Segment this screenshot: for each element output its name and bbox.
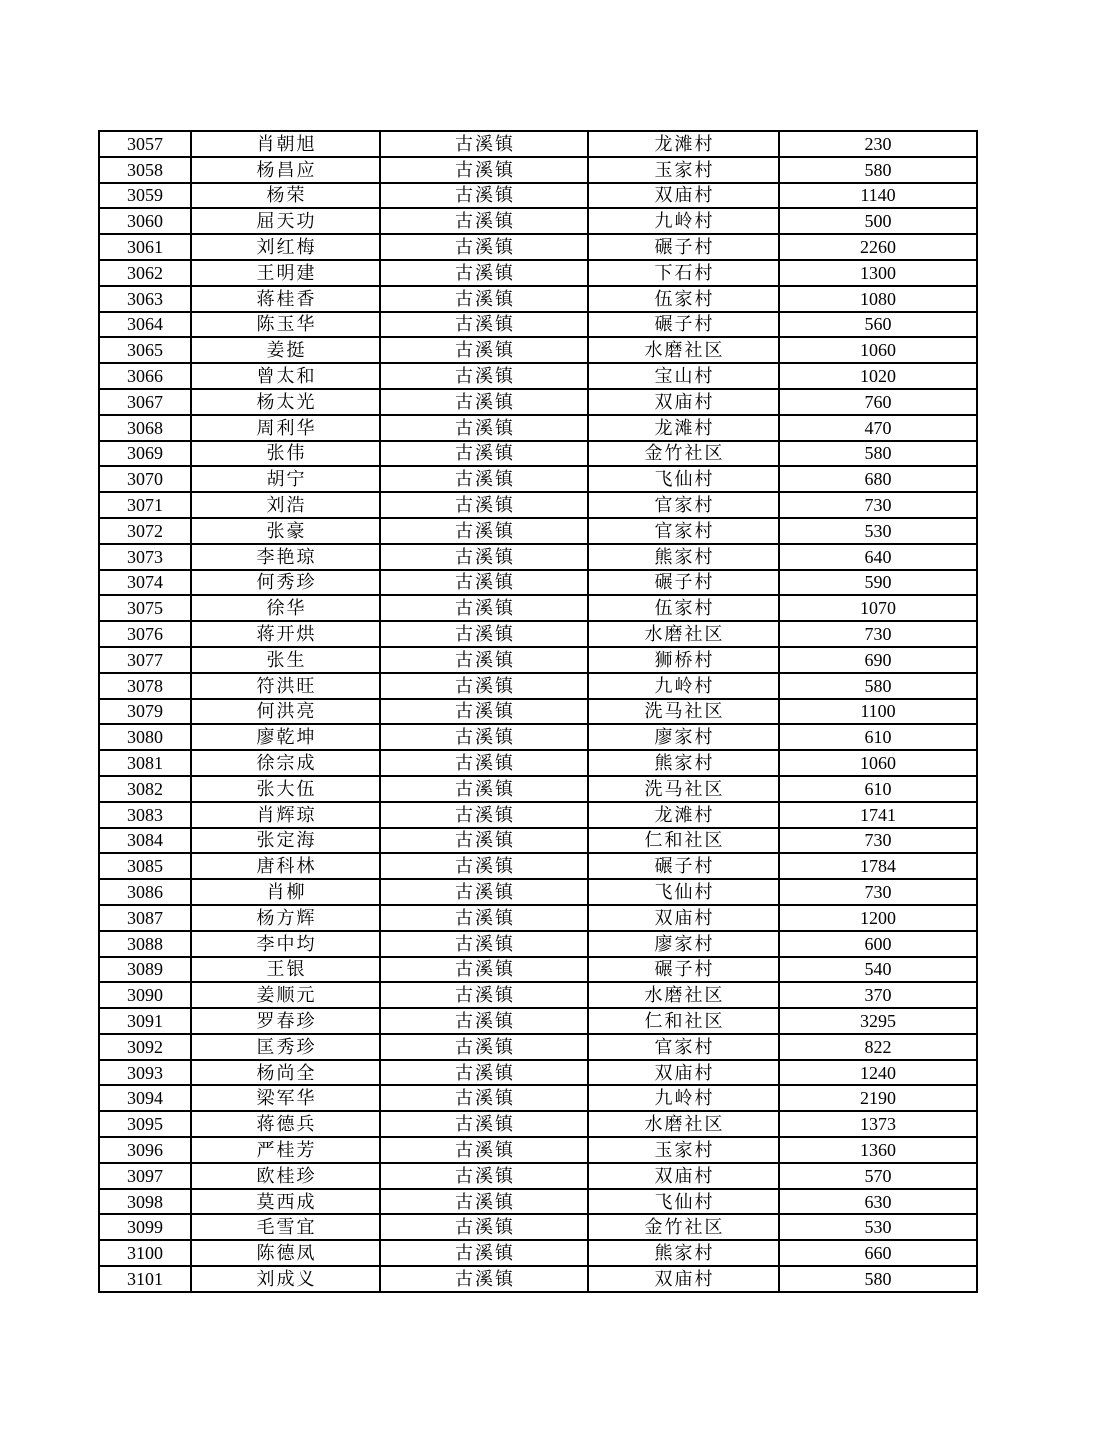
cell-village: 水磨社区 [588, 1111, 779, 1137]
table-row [99, 828, 977, 854]
cell-town: 古溪镇 [380, 724, 588, 750]
roster-table [98, 130, 978, 1293]
cell-village: 双庙村 [588, 905, 779, 931]
cell-village: 仁和社区 [588, 1008, 779, 1034]
table-row [99, 441, 977, 467]
cell-village: 水磨社区 [588, 982, 779, 1008]
cell-amount: 1060 [779, 337, 977, 363]
cell-town: 古溪镇 [380, 157, 588, 183]
table-row [99, 1266, 977, 1292]
cell-person-name: 杨荣 [191, 183, 380, 209]
cell-person-name: 匡秀珍 [191, 1034, 380, 1060]
table-row [99, 570, 977, 596]
cell-village: 官家村 [588, 492, 779, 518]
cell-town: 古溪镇 [380, 699, 588, 725]
cell-town: 古溪镇 [380, 518, 588, 544]
cell-village: 金竹社区 [588, 1214, 779, 1240]
cell-amount: 1140 [779, 183, 977, 209]
table-row [99, 286, 977, 312]
table-row [99, 879, 977, 905]
cell-person-name: 梁军华 [191, 1085, 380, 1111]
cell-town: 古溪镇 [380, 466, 588, 492]
cell-person-name: 李艳琼 [191, 544, 380, 570]
cell-amount: 560 [779, 312, 977, 338]
cell-town: 古溪镇 [380, 647, 588, 673]
cell-amount: 730 [779, 828, 977, 854]
cell-village: 碾子村 [588, 570, 779, 596]
cell-town: 古溪镇 [380, 1034, 588, 1060]
table-row [99, 1111, 977, 1137]
cell-person-name: 刘红梅 [191, 234, 380, 260]
cell-town: 古溪镇 [380, 621, 588, 647]
cell-person-name: 肖辉琼 [191, 802, 380, 828]
cell-village: 九岭村 [588, 208, 779, 234]
cell-person-name: 符洪旺 [191, 673, 380, 699]
cell-person-name: 刘成义 [191, 1266, 380, 1292]
cell-amount: 610 [779, 724, 977, 750]
table-row [99, 1008, 977, 1034]
cell-person-name: 何洪亮 [191, 699, 380, 725]
cell-serial-number: 3097 [99, 1163, 191, 1189]
cell-village: 熊家村 [588, 544, 779, 570]
cell-amount: 660 [779, 1240, 977, 1266]
cell-town: 古溪镇 [380, 1111, 588, 1137]
cell-village: 飞仙村 [588, 879, 779, 905]
cell-amount: 1784 [779, 853, 977, 879]
cell-person-name: 罗春珍 [191, 1008, 380, 1034]
table-row [99, 1060, 977, 1086]
cell-town: 古溪镇 [380, 286, 588, 312]
table-row [99, 595, 977, 621]
cell-town: 古溪镇 [380, 183, 588, 209]
table-row [99, 415, 977, 441]
cell-village: 金竹社区 [588, 441, 779, 467]
table-row [99, 518, 977, 544]
cell-town: 古溪镇 [380, 1085, 588, 1111]
cell-village: 龙滩村 [588, 131, 779, 157]
cell-person-name: 肖柳 [191, 879, 380, 905]
cell-person-name: 姜挺 [191, 337, 380, 363]
cell-person-name: 徐华 [191, 595, 380, 621]
table-row [99, 957, 977, 983]
cell-town: 古溪镇 [380, 1214, 588, 1240]
cell-serial-number: 3076 [99, 621, 191, 647]
cell-town: 古溪镇 [380, 234, 588, 260]
table-row [99, 1163, 977, 1189]
table-row [99, 931, 977, 957]
cell-serial-number: 3062 [99, 260, 191, 286]
cell-village: 宝山村 [588, 363, 779, 389]
cell-person-name: 严桂芳 [191, 1137, 380, 1163]
cell-amount: 822 [779, 1034, 977, 1060]
cell-person-name: 胡宁 [191, 466, 380, 492]
cell-person-name: 廖乾坤 [191, 724, 380, 750]
cell-village: 九岭村 [588, 1085, 779, 1111]
table-row [99, 363, 977, 389]
cell-town: 古溪镇 [380, 1240, 588, 1266]
cell-village: 仁和社区 [588, 828, 779, 854]
table-row [99, 1137, 977, 1163]
cell-serial-number: 3068 [99, 415, 191, 441]
table-row [99, 466, 977, 492]
cell-person-name: 蒋德兵 [191, 1111, 380, 1137]
cell-amount: 1200 [779, 905, 977, 931]
cell-serial-number: 3077 [99, 647, 191, 673]
cell-village: 九岭村 [588, 673, 779, 699]
cell-town: 古溪镇 [380, 492, 588, 518]
cell-person-name: 陈德凤 [191, 1240, 380, 1266]
cell-person-name: 陈玉华 [191, 312, 380, 338]
cell-person-name: 周利华 [191, 415, 380, 441]
cell-town: 古溪镇 [380, 312, 588, 338]
cell-amount: 570 [779, 1163, 977, 1189]
cell-person-name: 张大伍 [191, 776, 380, 802]
cell-village: 狮桥村 [588, 647, 779, 673]
cell-village: 官家村 [588, 518, 779, 544]
cell-town: 古溪镇 [380, 363, 588, 389]
cell-town: 古溪镇 [380, 1163, 588, 1189]
cell-town: 古溪镇 [380, 802, 588, 828]
table-row [99, 853, 977, 879]
cell-serial-number: 3094 [99, 1085, 191, 1111]
cell-town: 古溪镇 [380, 1266, 588, 1292]
cell-person-name: 毛雪宜 [191, 1214, 380, 1240]
cell-town: 古溪镇 [380, 982, 588, 1008]
cell-person-name: 屈天功 [191, 208, 380, 234]
cell-village: 碾子村 [588, 234, 779, 260]
cell-serial-number: 3090 [99, 982, 191, 1008]
cell-village: 伍家村 [588, 286, 779, 312]
cell-village: 双庙村 [588, 1163, 779, 1189]
cell-serial-number: 3095 [99, 1111, 191, 1137]
cell-village: 官家村 [588, 1034, 779, 1060]
cell-amount: 580 [779, 157, 977, 183]
cell-town: 古溪镇 [380, 828, 588, 854]
cell-town: 古溪镇 [380, 1189, 588, 1215]
cell-person-name: 王银 [191, 957, 380, 983]
cell-town: 古溪镇 [380, 776, 588, 802]
cell-serial-number: 3060 [99, 208, 191, 234]
cell-serial-number: 3057 [99, 131, 191, 157]
cell-town: 古溪镇 [380, 1008, 588, 1034]
cell-serial-number: 3066 [99, 363, 191, 389]
cell-town: 古溪镇 [380, 673, 588, 699]
table-row [99, 802, 977, 828]
table-row [99, 1085, 977, 1111]
table-row [99, 647, 977, 673]
cell-village: 碾子村 [588, 957, 779, 983]
cell-serial-number: 3099 [99, 1214, 191, 1240]
cell-person-name: 张生 [191, 647, 380, 673]
roster-table-body [99, 131, 977, 1292]
cell-amount: 580 [779, 1266, 977, 1292]
table-row [99, 389, 977, 415]
table-row [99, 673, 977, 699]
cell-amount: 1300 [779, 260, 977, 286]
cell-town: 古溪镇 [380, 131, 588, 157]
cell-serial-number: 3080 [99, 724, 191, 750]
cell-amount: 730 [779, 492, 977, 518]
table-row [99, 1189, 977, 1215]
cell-amount: 470 [779, 415, 977, 441]
cell-town: 古溪镇 [380, 905, 588, 931]
cell-serial-number: 3086 [99, 879, 191, 905]
cell-serial-number: 3065 [99, 337, 191, 363]
cell-village: 洗马社区 [588, 776, 779, 802]
cell-serial-number: 3072 [99, 518, 191, 544]
cell-person-name: 杨昌应 [191, 157, 380, 183]
table-row [99, 183, 977, 209]
cell-amount: 1020 [779, 363, 977, 389]
cell-amount: 680 [779, 466, 977, 492]
cell-serial-number: 3084 [99, 828, 191, 854]
table-row [99, 724, 977, 750]
cell-serial-number: 3083 [99, 802, 191, 828]
cell-serial-number: 3074 [99, 570, 191, 596]
cell-person-name: 张定海 [191, 828, 380, 854]
table-row [99, 131, 977, 157]
cell-serial-number: 3064 [99, 312, 191, 338]
table-row [99, 982, 977, 1008]
cell-amount: 230 [779, 131, 977, 157]
cell-serial-number: 3100 [99, 1240, 191, 1266]
cell-person-name: 欧桂珍 [191, 1163, 380, 1189]
cell-serial-number: 3091 [99, 1008, 191, 1034]
cell-amount: 730 [779, 621, 977, 647]
cell-amount: 590 [779, 570, 977, 596]
cell-town: 古溪镇 [380, 957, 588, 983]
cell-person-name: 刘浩 [191, 492, 380, 518]
cell-serial-number: 3098 [99, 1189, 191, 1215]
cell-town: 古溪镇 [380, 1060, 588, 1086]
cell-amount: 1060 [779, 750, 977, 776]
cell-person-name: 张伟 [191, 441, 380, 467]
cell-town: 古溪镇 [380, 570, 588, 596]
cell-person-name: 姜顺元 [191, 982, 380, 1008]
cell-serial-number: 3087 [99, 905, 191, 931]
cell-town: 古溪镇 [380, 595, 588, 621]
cell-town: 古溪镇 [380, 208, 588, 234]
cell-amount: 600 [779, 931, 977, 957]
cell-amount: 540 [779, 957, 977, 983]
cell-amount: 580 [779, 673, 977, 699]
cell-amount: 530 [779, 518, 977, 544]
cell-village: 玉家村 [588, 1137, 779, 1163]
roster-table-container [98, 130, 978, 1293]
table-row [99, 312, 977, 338]
cell-serial-number: 3079 [99, 699, 191, 725]
cell-serial-number: 3058 [99, 157, 191, 183]
table-row [99, 776, 977, 802]
cell-person-name: 蒋开烘 [191, 621, 380, 647]
cell-serial-number: 3075 [99, 595, 191, 621]
cell-amount: 530 [779, 1214, 977, 1240]
cell-amount: 610 [779, 776, 977, 802]
table-row [99, 208, 977, 234]
cell-amount: 580 [779, 441, 977, 467]
table-row [99, 1214, 977, 1240]
table-row [99, 750, 977, 776]
cell-town: 古溪镇 [380, 441, 588, 467]
cell-person-name: 杨太光 [191, 389, 380, 415]
cell-amount: 1240 [779, 1060, 977, 1086]
cell-village: 廖家村 [588, 931, 779, 957]
cell-village: 水磨社区 [588, 337, 779, 363]
cell-serial-number: 3061 [99, 234, 191, 260]
cell-town: 古溪镇 [380, 415, 588, 441]
cell-village: 双庙村 [588, 1060, 779, 1086]
cell-village: 龙滩村 [588, 415, 779, 441]
table-row [99, 544, 977, 570]
cell-person-name: 莫西成 [191, 1189, 380, 1215]
cell-serial-number: 3085 [99, 853, 191, 879]
cell-town: 古溪镇 [380, 879, 588, 905]
table-row [99, 157, 977, 183]
cell-serial-number: 3071 [99, 492, 191, 518]
cell-village: 双庙村 [588, 389, 779, 415]
cell-village: 洗马社区 [588, 699, 779, 725]
cell-amount: 640 [779, 544, 977, 570]
table-row [99, 492, 977, 518]
cell-person-name: 蒋桂香 [191, 286, 380, 312]
cell-village: 下石村 [588, 260, 779, 286]
cell-person-name: 李中均 [191, 931, 380, 957]
cell-town: 古溪镇 [380, 1137, 588, 1163]
cell-village: 飞仙村 [588, 1189, 779, 1215]
cell-amount: 1373 [779, 1111, 977, 1137]
cell-village: 熊家村 [588, 750, 779, 776]
cell-amount: 630 [779, 1189, 977, 1215]
table-row [99, 1034, 977, 1060]
cell-village: 水磨社区 [588, 621, 779, 647]
cell-town: 古溪镇 [380, 750, 588, 776]
cell-village: 龙滩村 [588, 802, 779, 828]
cell-town: 古溪镇 [380, 544, 588, 570]
cell-village: 廖家村 [588, 724, 779, 750]
cell-person-name: 杨方辉 [191, 905, 380, 931]
cell-serial-number: 3101 [99, 1266, 191, 1292]
cell-serial-number: 3082 [99, 776, 191, 802]
cell-serial-number: 3073 [99, 544, 191, 570]
cell-amount: 1741 [779, 802, 977, 828]
cell-town: 古溪镇 [380, 853, 588, 879]
table-row [99, 1240, 977, 1266]
cell-person-name: 唐科林 [191, 853, 380, 879]
cell-amount: 500 [779, 208, 977, 234]
cell-person-name: 张豪 [191, 518, 380, 544]
cell-serial-number: 3063 [99, 286, 191, 312]
cell-serial-number: 3070 [99, 466, 191, 492]
cell-amount: 1100 [779, 699, 977, 725]
cell-serial-number: 3088 [99, 931, 191, 957]
cell-town: 古溪镇 [380, 260, 588, 286]
cell-village: 伍家村 [588, 595, 779, 621]
cell-serial-number: 3069 [99, 441, 191, 467]
cell-village: 玉家村 [588, 157, 779, 183]
cell-town: 古溪镇 [380, 931, 588, 957]
cell-person-name: 杨尚全 [191, 1060, 380, 1086]
table-row [99, 699, 977, 725]
cell-village: 双庙村 [588, 183, 779, 209]
cell-serial-number: 3059 [99, 183, 191, 209]
cell-serial-number: 3089 [99, 957, 191, 983]
cell-amount: 2260 [779, 234, 977, 260]
cell-village: 碾子村 [588, 312, 779, 338]
table-row [99, 234, 977, 260]
table-row [99, 260, 977, 286]
cell-amount: 3295 [779, 1008, 977, 1034]
cell-town: 古溪镇 [380, 389, 588, 415]
cell-serial-number: 3092 [99, 1034, 191, 1060]
cell-person-name: 曾太和 [191, 363, 380, 389]
cell-amount: 2190 [779, 1085, 977, 1111]
cell-serial-number: 3067 [99, 389, 191, 415]
cell-amount: 1360 [779, 1137, 977, 1163]
cell-serial-number: 3078 [99, 673, 191, 699]
cell-serial-number: 3093 [99, 1060, 191, 1086]
cell-amount: 370 [779, 982, 977, 1008]
table-row [99, 337, 977, 363]
cell-amount: 690 [779, 647, 977, 673]
cell-town: 古溪镇 [380, 337, 588, 363]
cell-serial-number: 3096 [99, 1137, 191, 1163]
cell-village: 碾子村 [588, 853, 779, 879]
cell-amount: 760 [779, 389, 977, 415]
cell-person-name: 何秀珍 [191, 570, 380, 596]
cell-person-name: 肖朝旭 [191, 131, 380, 157]
cell-person-name: 徐宗成 [191, 750, 380, 776]
cell-amount: 1080 [779, 286, 977, 312]
cell-amount: 730 [779, 879, 977, 905]
cell-amount: 1070 [779, 595, 977, 621]
cell-village: 飞仙村 [588, 466, 779, 492]
cell-serial-number: 3081 [99, 750, 191, 776]
table-row [99, 621, 977, 647]
cell-person-name: 王明建 [191, 260, 380, 286]
cell-village: 熊家村 [588, 1240, 779, 1266]
table-row [99, 905, 977, 931]
cell-village: 双庙村 [588, 1266, 779, 1292]
